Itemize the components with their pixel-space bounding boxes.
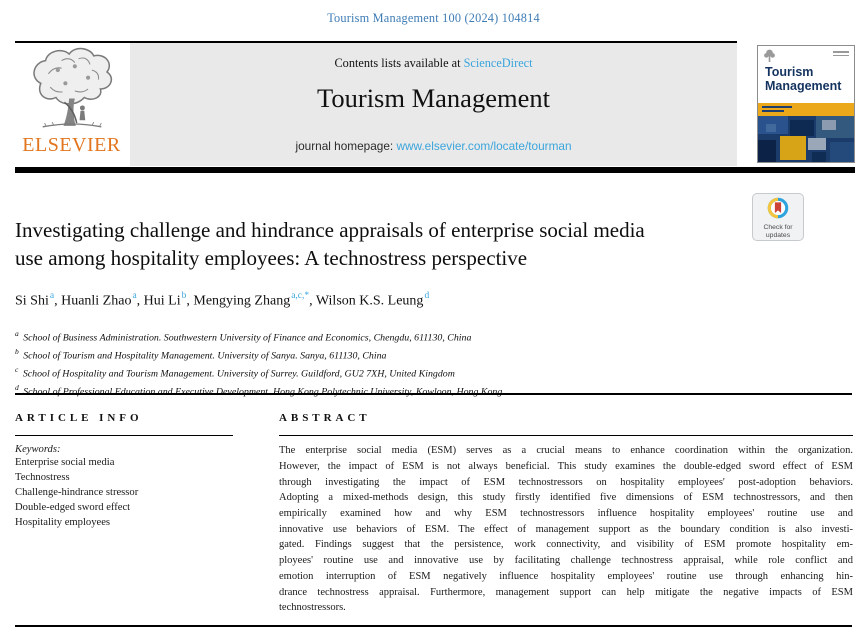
elsevier-tree-logo [20, 45, 124, 133]
author-line [15, 292, 429, 310]
crossmark-icon [767, 197, 789, 219]
author-separator: , [54, 293, 62, 309]
abstract-line: technostressors. [279, 602, 346, 614]
keywords-list [15, 455, 233, 530]
abstract-section [279, 412, 853, 616]
author-separator: , [136, 293, 144, 309]
cover-photo [758, 116, 854, 163]
journal-cover-thumbnail[interactable] [757, 45, 855, 163]
abstract-line: Adopting a mixed-methods design, this study firstly identified five dimensions of ESM technostressors, and then [279, 492, 853, 504]
article-info-rule [15, 435, 233, 436]
affiliation-marker: c [15, 365, 19, 375]
keyword-item: Challenge-hindrance stressor [15, 487, 139, 499]
badge-text-line2: updates [765, 231, 791, 239]
elsevier-wordmark: ELSEVIER [22, 134, 121, 156]
keywords-label: Keywords: [15, 444, 61, 456]
journal-citation: Tourism Management 100 (2024) 104814 [327, 11, 540, 25]
masthead-bottom-rule [15, 167, 855, 173]
author-separator: , [186, 293, 194, 309]
affiliation [15, 381, 502, 399]
author-affiliation-marker: a [132, 291, 137, 301]
author-affiliation-marker: a [49, 291, 55, 301]
section-top-rule [15, 393, 852, 395]
author-name: Hui Li [143, 293, 181, 309]
sciencedirect-link[interactable]: ScienceDirect [463, 56, 533, 70]
badge-text-line1: Check for [763, 224, 793, 231]
author-name: Si Shi [15, 293, 49, 309]
contents-prefix: Contents lists available at [334, 56, 464, 70]
abstract-line: The enterprise social media (ESM) serves as a crucial means to enhance coordination within the organization. [279, 445, 853, 457]
author-separator: , [309, 293, 316, 309]
cover-yellow-band [758, 103, 854, 116]
homepage-label: journal homepage: [295, 139, 397, 153]
abstract-line: emotion interruption of ESM negatively influence hospitality employees' routine use through enhancing hin- [279, 570, 853, 582]
journal-title: Tourism Management [317, 83, 550, 113]
homepage-link[interactable]: www.elsevier.com/locate/tourman [396, 139, 572, 153]
keyword-item: Enterprise social media [15, 457, 115, 469]
abstract-heading: ABSTRACT [279, 412, 371, 424]
author-affiliation-marker: b [181, 291, 187, 301]
affiliations [15, 327, 502, 399]
article-title-line1: Investigating challenge and hindrance appraisals of enterprise social media [15, 218, 645, 242]
affiliation-marker: b [15, 347, 19, 357]
abstract-line: innovative use behaviors of ESM. The effect of management support as the boundary condition is also investi- [279, 523, 853, 535]
author-name: Wilson K.S. Leung [315, 293, 424, 309]
article-title [15, 216, 645, 272]
cover-title-line1: Tourism [765, 65, 814, 79]
author-name: Huanli Zhao [61, 293, 132, 309]
affiliation-text: School of Tourism and Hospitality Management. University of Sanya. Sanya, 611130, China [20, 350, 387, 362]
affiliation [15, 327, 502, 345]
cover-tree-icon [763, 49, 776, 63]
cover-title [765, 66, 841, 93]
article-title-line2: use among hospitality employees: A technostress perspective [15, 246, 528, 270]
publisher-block [15, 45, 128, 166]
abstract-line: through investigating the impact of ESM technostressors on hospitality employees' post-adoption behaviors. [279, 476, 853, 488]
bottom-rule [15, 625, 852, 627]
abstract-line: drance technostress appraisal. Furthermore, management support can help mitigate the negative impacts of ESM [279, 586, 853, 598]
journal-banner [130, 43, 737, 166]
keyword-item: Technostress [15, 472, 70, 484]
affiliation-marker: d [15, 383, 19, 393]
cover-title-line2: Management [765, 78, 842, 93]
affiliation-text: School of Business Administration. Southwestern University of Finance and Economics, Chengdu, 611130, China [20, 332, 472, 344]
author-affiliation-marker: a,c,* [291, 291, 310, 301]
contents-line [130, 56, 737, 71]
cover-volume-marks [833, 51, 849, 58]
check-for-updates-badge[interactable] [752, 193, 804, 241]
homepage-line [130, 139, 737, 153]
article-info-heading: ARTICLE INFO [15, 412, 143, 424]
affiliation-marker: a [15, 329, 19, 338]
affiliation-text: School of Hospitality and Tourism Management. University of Surrey. Guildford, GU2 7XH, United Kingdom [20, 368, 455, 380]
keyword-item: Double-edged sword effect [15, 502, 131, 514]
check-for-updates-label [753, 224, 803, 239]
abstract-rule [279, 435, 853, 436]
abstract-line: gated. Findings suggest that the persistence, work connectivity, and visibility of ESM promote hospitality em- [279, 539, 853, 551]
keyword-item: Hospitality employees [15, 517, 111, 529]
abstract-line: ployees' routine use and innovative use by facilitating challenge technostress appraisal, while role conflict and [279, 555, 853, 567]
affiliation [15, 363, 502, 381]
abstract-line: empirically examined how and why ESM technostressors influence hospitality employees' routine use and [279, 508, 853, 519]
article-info-section [15, 412, 233, 530]
author-affiliation-marker: d [424, 291, 430, 301]
affiliation [15, 345, 502, 363]
abstract-text [279, 443, 853, 616]
author-name: Mengying Zhang [193, 293, 291, 309]
abstract-line: However, the impact of ESM is not always beneficial. This study examines the double-edged sword effect of ESM [279, 460, 853, 472]
